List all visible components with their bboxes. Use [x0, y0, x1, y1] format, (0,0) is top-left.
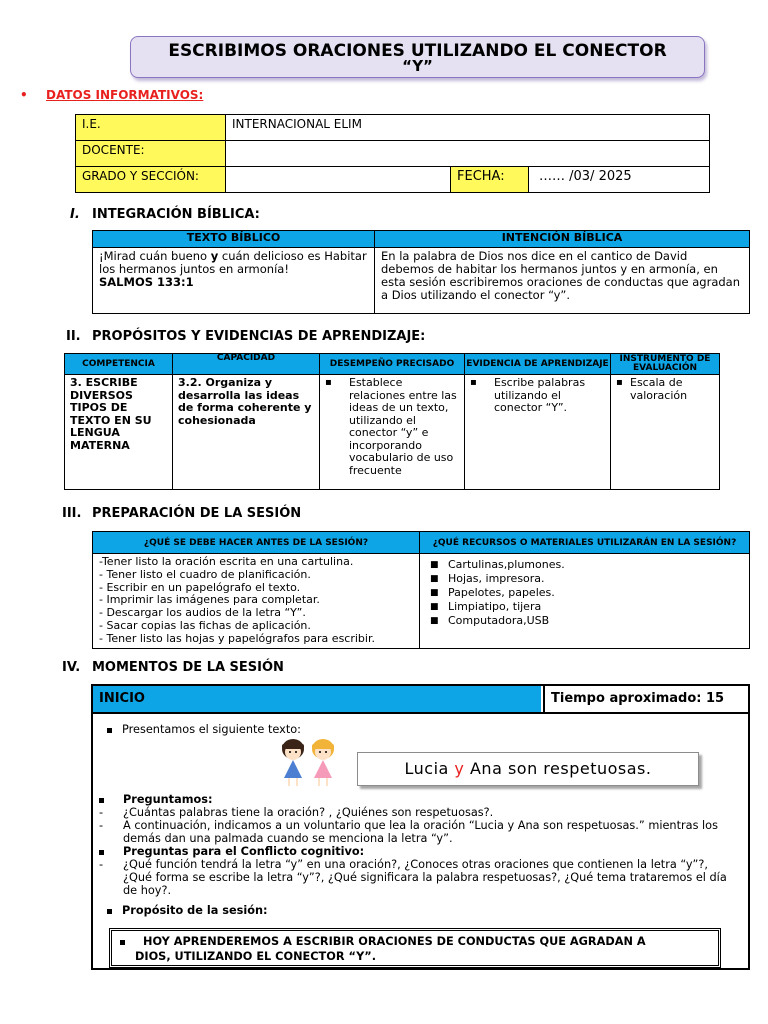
antes-item: - Tener listo el cuadro de planificación. [99, 567, 311, 581]
texto-biblico-cell [93, 248, 375, 314]
antes-header: ¿QUÉ SE DEBE HACER ANTES DE LA SESIÓN? [93, 532, 420, 554]
intencion-biblica-cell: En la palabra de Dios nos dice en el cantico de David debemos de habitar los hermanos juntos y en armonía, en esta sesión escribiremos oraciones de conductas que agradan a Dios utilizando el conector “y”. [375, 248, 750, 314]
docente-value [226, 141, 710, 167]
preparacion-table [92, 531, 750, 649]
dash-icon: - [99, 858, 104, 871]
bullet-icon [99, 798, 104, 803]
texto-biblico-a: ¡Mirad cuán bueno [99, 249, 211, 263]
section-1-number: I. [70, 207, 80, 222]
bullet-icon: ▪ [616, 377, 623, 388]
inicio-label: INICIO [93, 686, 541, 712]
section-3-title: PREPARACIÓN DE LA SESIÓN [92, 506, 302, 521]
antes-item: - Descargar los audios de la letra “Y”. [99, 606, 306, 620]
section-4-heading [62, 660, 284, 675]
bullet-icon: ■ [430, 616, 439, 626]
proposito-line [107, 904, 268, 917]
conflicto-text: Preguntas para el Conflicto cognitivo: [123, 845, 365, 858]
evidencia-text: Escribe palabras utilizando el conector “Y”. [494, 376, 586, 414]
bullet-icon [107, 728, 112, 733]
competencia-header: COMPETENCIA [65, 354, 173, 375]
bullet-icon: ■ [430, 560, 439, 570]
page-title [130, 36, 705, 78]
desempeno-cell [320, 375, 465, 490]
recurso-item: Computadora,USB [448, 614, 550, 627]
section-2-number: II. [66, 329, 81, 344]
datos-label: DATOS INFORMATIVOS: [46, 88, 204, 102]
capacidad-header: CAPACIDAD [173, 354, 320, 375]
bullet-icon: ▪ [470, 377, 477, 388]
title-line-2: “Y” [402, 57, 433, 75]
bullet-icon [107, 909, 112, 914]
recursos-cell [420, 554, 750, 649]
sentence-part-b: Ana son respetuosas. [464, 759, 652, 778]
dash-icon: - [99, 806, 104, 819]
bullet-icon [99, 850, 104, 855]
presentamos-text: Presentamos el siguiente texto: [122, 723, 301, 736]
antes-item: - Imprimir las imágenes para completar. [99, 593, 320, 607]
section-4-number: IV. [62, 660, 81, 675]
recursos-header: ¿QUÉ RECURSOS O MATERIALES UTILIZARÁN EN LA SESIÓN? [420, 532, 750, 554]
presentamos-line [107, 723, 301, 736]
proposito-box [109, 928, 721, 968]
antes-item: - Tener listo las hojas y papelógrafos para escribir. [99, 631, 375, 645]
recurso-item: Cartulinas,plumones. [448, 558, 565, 571]
capacidad-cell: 3.2. Organiza y desarrolla las ideas de forma coherente y cohesionada [173, 375, 320, 490]
preguntamos-text: Preguntamos: [123, 793, 213, 806]
pregunta-1: ¿Cuántas palabras tiene la oración? , ¿Quiénes son respetuosas?. [123, 806, 494, 819]
section-3-number: III. [62, 506, 82, 521]
antes-item: - Escribir en un papelógrafo el texto. [99, 580, 301, 594]
section-3-heading [62, 506, 301, 521]
propositos-table [64, 353, 720, 490]
conflicto-1b: ¿Qué forma se escribe la letra “y”?, ¿Qué significara la palabra respetuosas?, ¿Qué tema trataremos el día [123, 871, 727, 884]
momentos-box [91, 684, 750, 970]
recurso-item: Papelotes, papeles. [448, 586, 555, 599]
proposito-line-1: HOY APRENDEREMOS A ESCRIBIR ORACIONES DE CONDUCTAS QUE AGRADAN A [143, 935, 646, 948]
tiempo-label: Tiempo aproximado: 15 [543, 686, 748, 712]
instrumento-text: Escala de valoración [630, 376, 688, 402]
texto-biblico-header: TEXTO BÍBLICO [93, 231, 375, 248]
section-2-title: PROPÓSITOS Y EVIDENCIAS DE APRENDIZAJE: [92, 329, 426, 344]
section-2-heading [66, 329, 425, 344]
bullet-icon: ■ [430, 574, 439, 584]
desempeno-text: Establece relaciones entre las ideas de un texto, utilizando el conector “y” e incorporando vocabulario de uso frecuente [349, 376, 457, 477]
sentence-part-a: Lucia [404, 759, 455, 778]
evidencia-cell [465, 375, 611, 490]
pregunta-2a: A continuación, indicamos a un voluntario que lea la oración “Lucia y Ana son respetuosas.” mientras los [123, 819, 718, 832]
section-1-heading [70, 207, 260, 222]
texto-biblico-cita: SALMOS 133:1 [99, 275, 194, 289]
proposito-label: Propósito de la sesión: [122, 904, 268, 917]
title-line-1: ESCRIBIMOS ORACIONES UTILIZANDO EL CONECTOR [168, 41, 667, 61]
antes-cell [93, 554, 420, 649]
instrumento-header: INSTRUMENTO DE EVALUACIÓN [611, 354, 720, 375]
conflicto-1c: de hoy?. [123, 884, 172, 897]
ie-value: INTERNACIONAL ELIM [226, 115, 710, 141]
evidencia-header: EVIDENCIA DE APRENDIZAJE [465, 354, 611, 375]
sentence-connector-y: y [454, 759, 465, 778]
bullet-icon: ■ [430, 588, 439, 598]
section-1-title: INTEGRACIÓN BÍBLICA: [92, 207, 260, 222]
conflicto-1a: ¿Qué función tendrá la letra “y” en una oración?, ¿Conoces otras oraciones que contienen la letra “y”?, [123, 858, 708, 871]
instrumento-cell [611, 375, 720, 490]
bullet-icon: ■ [430, 602, 439, 612]
two-girls-illustration [275, 738, 341, 788]
fecha-label: FECHA: [451, 167, 529, 193]
texto-biblico-y: y [210, 249, 219, 263]
momentos-header [93, 686, 748, 714]
antes-item: - Sacar copias las fichas de aplicación. [99, 618, 311, 632]
biblica-table [92, 230, 750, 314]
fecha-value: …… /03/ 2025 [529, 167, 710, 193]
example-sentence-box [357, 752, 699, 786]
recurso-item: Hojas, impresora. [448, 572, 545, 585]
antes-item: -Tener listo la oración escrita en una cartulina. [99, 555, 354, 568]
dash-icon: - [99, 819, 104, 832]
recurso-item: Limpiatipo, tijera [448, 600, 542, 613]
bullet-icon [120, 940, 125, 945]
proposito-line-2: DIOS, UTILIZANDO EL CONECTOR “Y”. [135, 950, 377, 963]
bullet-icon: ▪ [325, 377, 332, 388]
section-4-title: MOMENTOS DE LA SESIÓN [92, 660, 284, 675]
texto-biblico-b: cuán delicioso es Habitar los hermanos juntos en armonía! [99, 249, 367, 276]
info-table [75, 114, 710, 193]
datos-informativos-heading [20, 88, 203, 102]
grado-label: GRADO Y SECCIÓN: [76, 167, 226, 193]
bullet-icon: • [20, 88, 28, 102]
desempeno-header: DESEMPEÑO PRECISADO [320, 354, 465, 375]
intencion-biblica-header: INTENCIÓN BÍBLICA [375, 231, 750, 248]
ie-label: I.E. [76, 115, 226, 141]
grado-value [226, 167, 451, 193]
preguntamos-line [99, 793, 212, 806]
competencia-cell: 3. ESCRIBE DIVERSOS TIPOS DE TEXTO EN SU LENGUA MATERNA [65, 375, 173, 490]
docente-label: DOCENTE: [76, 141, 226, 167]
pregunta-2b: demás dan una palmada cuando se menciona la letra “y”. [123, 832, 453, 845]
conflicto-line [99, 845, 364, 858]
